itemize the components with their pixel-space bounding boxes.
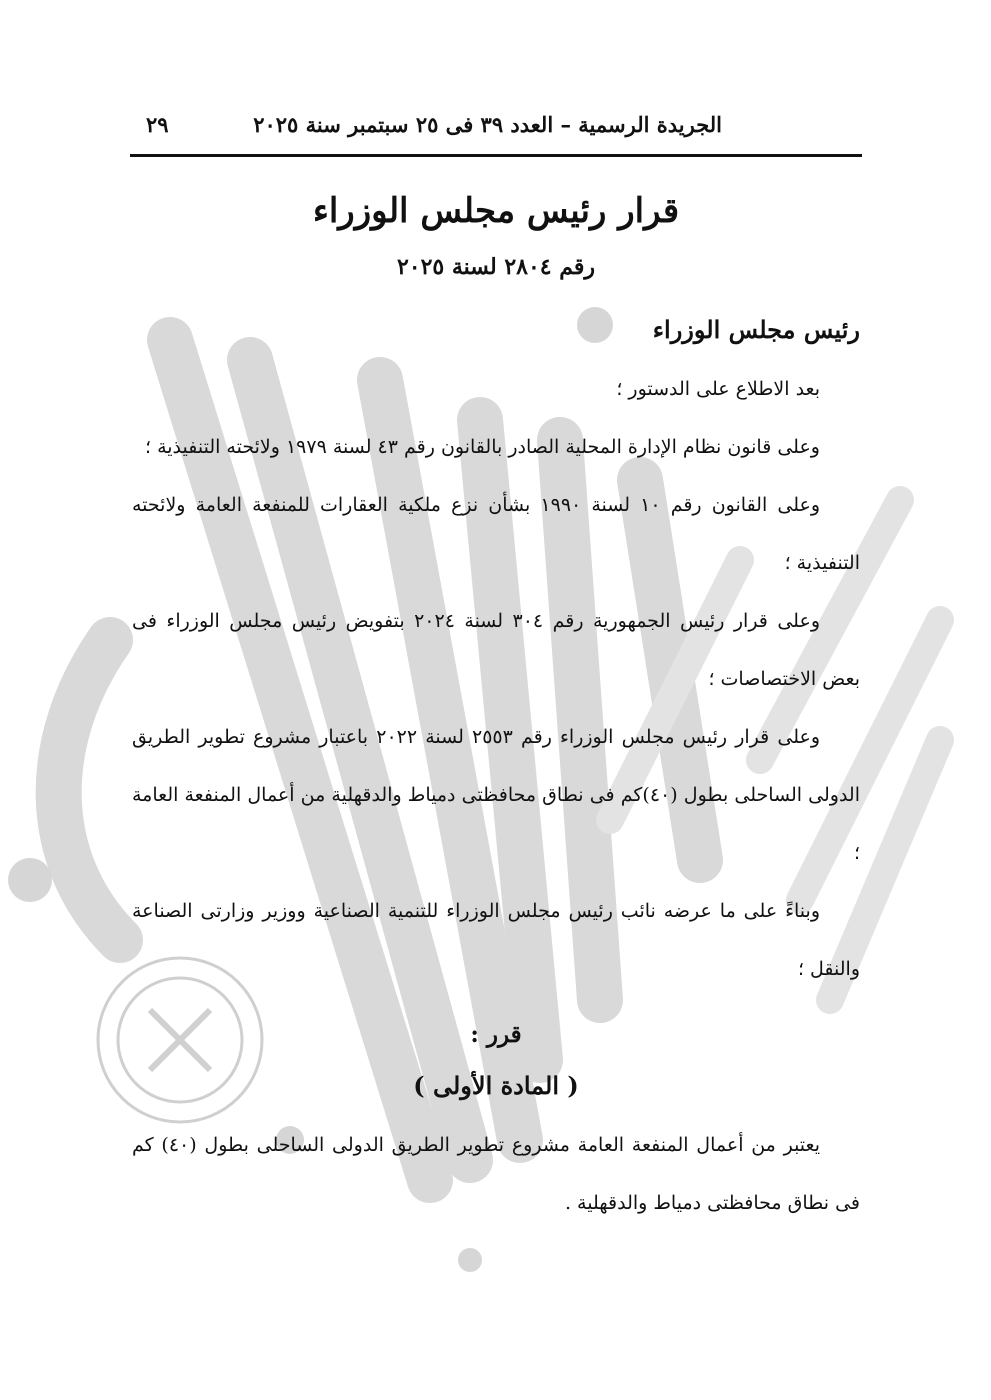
preamble-paragraph: وعلى القانون رقم ١٠ لسنة ١٩٩٠ بشأن نزع ملكية العقارات للمنفعة العامة ولائحته التنفيذية ؛ [132, 494, 860, 574]
running-title: الجريدة الرسمية – العدد ٣٩ فى ٢٥ سبتمبر سنة ٢٠٢٥ [253, 112, 722, 137]
page-header [132, 112, 860, 146]
document-body [132, 180, 860, 1232]
article-text: يعتبر من أعمال المنفعة العامة مشروع تطوير الطريق الدولى الساحلى بطول (٤٠) كم فى نطاق محافظتى دمياط والدقهلية . [132, 1134, 860, 1214]
preamble-paragraph: وعلى قانون نظام الإدارة المحلية الصادر بالقانون رقم ٤٣ لسنة ١٩٧٩ ولائحته التنفيذية ؛ [144, 436, 820, 458]
preamble-paragraph: وبناءً على ما عرضه نائب رئيس مجلس الوزراء للتنمية الصناعية ووزير وزارتى الصناعة والنقل ؛ [132, 900, 860, 980]
page-number: ٢٩ [146, 112, 169, 137]
article-title: ( المادة الأولى ) [413, 1071, 579, 1100]
preamble-paragraph: بعد الاطلاع على الدستور ؛ [616, 378, 820, 400]
decree-issuer: رئيس مجلس الوزراء [652, 315, 860, 344]
preamble-paragraph: وعلى قرار رئيس مجلس الوزراء رقم ٢٥٥٣ لسنة ٢٠٢٢ باعتبار مشروع تطوير الطريق الدولى الساحلى بطول (٤٠)كم فى نطاق محافظتى دمياط والدقهلية من أعمال المنفعة العامة ؛ [132, 726, 860, 864]
decree-number: رقم ٢٨٠٤ لسنة ٢٠٢٥ [396, 254, 596, 280]
decree-title: قرار رئيس مجلس الوزراء [312, 191, 680, 231]
header-divider [130, 154, 862, 157]
decision-label: قرر : [470, 1021, 522, 1048]
preamble-paragraph: وعلى قرار رئيس الجمهورية رقم ٣٠٤ لسنة ٢٠٢٤ بتفويض رئيس مجلس الوزراء فى بعض الاختصاصات ؛ [132, 610, 860, 690]
